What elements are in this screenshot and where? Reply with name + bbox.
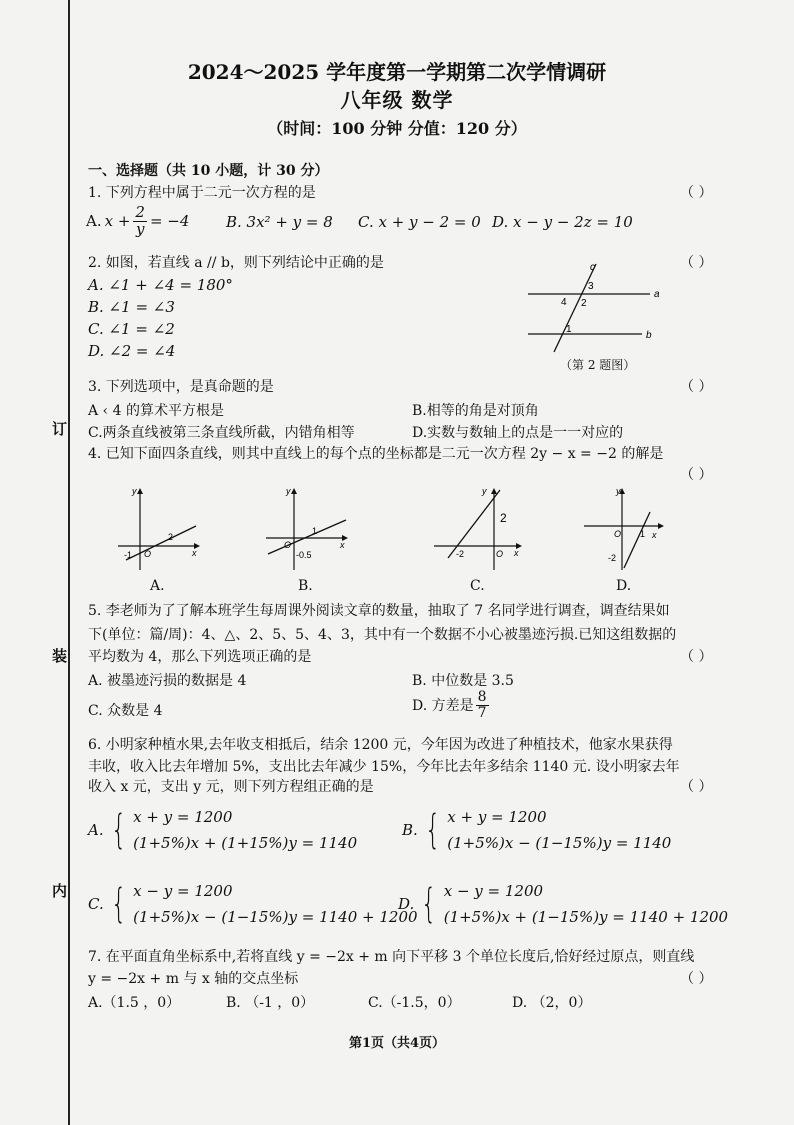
q6-b-brace: {: [424, 807, 441, 853]
q4a-tick-1: -1: [124, 550, 133, 560]
q4d-origin: O: [614, 529, 622, 539]
q6-d-label: D.: [398, 895, 415, 913]
q7-line2: y = −2x + m 与 x 轴的交点坐标: [88, 971, 299, 987]
q6-line3: 收入 x 元，支出 y 元，则下列方程组正确的是: [88, 779, 374, 795]
q5-line2: 下(单位：篇/周)：4、△、2、5、5、4、3，其中有一个数据不小心被墨迹污损.已知这组数据的: [88, 627, 677, 643]
section-heading: 一、选择题（共 10 小题，计 30 分）: [88, 163, 329, 179]
q4c-tick-1: -2: [456, 549, 465, 559]
q4c-x-label: x: [514, 548, 519, 558]
q4b-tick-1: -0.5: [296, 550, 312, 560]
exam-title: 2024～2025 学年度第一学期第二次学情调研: [187, 60, 607, 84]
q3-option-a: A ‹ 4 的算术平方根是: [88, 403, 224, 419]
q5-d-den: 7: [477, 704, 487, 721]
q6-d-eq2: (1+5%)x + (1−15%)y = 1140 + 1200: [443, 908, 729, 926]
q5-d-fraction: [476, 690, 489, 720]
q4a-x-label: x: [192, 548, 197, 558]
q6-option-d: [398, 878, 728, 930]
q2-stem: 2. 如图，若直线 a // b，则下列结论中正确的是: [88, 255, 384, 271]
q4b-tick-2: 1: [312, 526, 318, 536]
q1-option-c: C. x + y − 2 = 0: [358, 213, 481, 231]
q4a-origin: O: [144, 549, 152, 559]
q1-a-x: x +: [104, 212, 131, 231]
q4-graph-a: [116, 482, 202, 574]
q6-a-label: A.: [88, 821, 104, 839]
q6-c-brace: {: [110, 881, 127, 927]
q4a-tick-2: 2: [168, 532, 174, 542]
q1-a-fraction: [133, 205, 147, 238]
q6-c-system: [133, 878, 417, 930]
q1-a-den: y: [135, 219, 145, 238]
q1-a-num: 2: [135, 203, 145, 221]
q1-answer-paren: （ ）: [680, 185, 713, 201]
margin-char-nei: 内: [52, 882, 68, 900]
q1-stem: 1. 下列方程中属于二元一次方程的是: [88, 185, 316, 201]
q2-label-c: c: [590, 262, 595, 273]
q3-stem: 3. 下列选项中，是真命题的是: [88, 379, 274, 395]
margin-char-zhuang: 装: [52, 647, 68, 665]
q4-stem: 4. 已知下面四条直线，则其中直线上的每个点的坐标都是二元一次方程 2y − x = −2 的解是: [88, 446, 664, 462]
q4-graph-d: [582, 482, 668, 574]
q4b-origin: O: [284, 540, 292, 550]
q5-option-c: C. 众数是 4: [88, 703, 163, 719]
q2-line-c: [554, 264, 596, 352]
q6-a-system: [133, 804, 357, 856]
q7-option-b: B. （-1 ，0）: [226, 995, 315, 1011]
q6-d-brace: {: [421, 881, 437, 927]
q4d-x-label: x: [652, 530, 657, 540]
q4c-origin: O: [496, 549, 504, 559]
q5-d-label: D. 方差是: [412, 698, 474, 715]
q6-line1: 6. 小明家种植水果,去年收支相抵后，结余 1200 元，今年因为改进了种植技术，他家水果获得: [88, 737, 673, 753]
q4-option-c: C.: [470, 578, 485, 594]
q4-option-d: D.: [616, 578, 632, 594]
q4a-y-label: y: [132, 486, 137, 496]
q1-a-post: = −4: [149, 212, 190, 231]
q2-figure-caption: （第 2 题图）: [560, 358, 636, 372]
q4b-y-label: y: [286, 486, 291, 496]
q2-label-a: a: [654, 289, 660, 300]
q6-answer-paren: （ ）: [680, 779, 713, 795]
q3-option-c: C.两条直线被第三条直线所截，内错角相等: [88, 425, 355, 441]
exam-subtitle: 八年级 数学: [340, 88, 454, 112]
q6-a-brace: {: [110, 807, 126, 853]
q6-option-b: [402, 804, 671, 856]
q4-answer-paren: （ ）: [680, 467, 713, 483]
q6-c-eq2: (1+5%)x − (1−15%)y = 1140 + 1200: [133, 908, 418, 926]
q4a-y-arrow: [137, 488, 143, 494]
q7-answer-paren: （ ）: [680, 971, 713, 987]
q4d-x-arrow: [658, 523, 664, 529]
q6-option-c: [88, 878, 418, 930]
q4-option-a: A.: [150, 578, 165, 594]
q4c-y-label: y: [482, 486, 487, 496]
q6-b-label: B.: [402, 821, 418, 839]
q2-angle-1: 1: [566, 324, 572, 335]
q3-option-b: B.相等的角是对顶角: [412, 403, 539, 419]
q4c-tick-2: 2: [500, 511, 507, 525]
q6-a-eq1: x + y = 1200: [133, 808, 233, 826]
q6-b-eq1: x + y = 1200: [447, 808, 547, 826]
q1-option-b: B. 3x² + y = 8: [226, 213, 333, 231]
q6-b-system: [447, 804, 671, 856]
q1-option-d: D. x − y − 2z = 10: [492, 213, 633, 231]
q4c-graph-line: [448, 490, 500, 558]
q3-option-d: D.实数与数轴上的点是一一对应的: [412, 425, 624, 441]
q2-answer-paren: （ ）: [680, 255, 713, 271]
q7-option-c: C.（-1.5，0）: [368, 995, 461, 1011]
q2-option-d: D. ∠2 = ∠4: [88, 342, 176, 360]
q2-option-b: B. ∠1 = ∠3: [88, 298, 175, 316]
q4-option-b: B.: [298, 578, 313, 594]
q6-line2: 丰收，收入比去年增加 5%，支出比去年减少 15%，今年比去年多结余 1140 元. 设小明家去年: [88, 759, 680, 775]
q6-b-eq2: (1+5%)x − (1−15%)y = 1140: [447, 834, 672, 852]
q6-option-a: [88, 804, 357, 856]
q2-angle-2: 2: [581, 298, 587, 309]
q2-angle-4: 4: [561, 297, 567, 308]
q4d-tick-2: -2: [608, 553, 617, 563]
q2-label-b: b: [646, 330, 652, 341]
q4d-graph-line: [624, 512, 650, 568]
q2-option-c: C. ∠1 = ∠2: [88, 320, 175, 338]
q4d-tick-1: 1: [640, 529, 646, 539]
q1-option-a: [86, 205, 189, 238]
q5-answer-paren: （ ）: [680, 649, 713, 665]
q6-c-label: C.: [88, 895, 104, 913]
q4b-y-arrow: [291, 488, 297, 494]
q4d-y-label: y: [616, 486, 621, 496]
q2-angle-3: 3: [588, 281, 594, 292]
q4a-graph-line: [126, 526, 196, 560]
q4-graph-c: [432, 482, 524, 574]
q5-option-b: B. 中位数是 3.5: [412, 673, 514, 689]
page-footer: 第1页（共4页）: [348, 1036, 446, 1051]
q2-figure: [524, 258, 664, 354]
q5-line3: 平均数为 4，那么下列选项正确的是: [88, 649, 312, 665]
q5-option-d: [412, 690, 489, 720]
q5-line1: 5. 李老师为了了解本班学生每周课外阅读文章的数量，抽取了 7 名同学进行调查，调查结果如: [88, 603, 670, 619]
q4-graph-b: [264, 482, 350, 574]
q6-d-eq1: x − y = 1200: [443, 882, 544, 900]
binding-margin-line: [68, 0, 70, 1125]
q4b-graph-line: [268, 520, 346, 554]
margin-char-ding: 订: [52, 420, 68, 438]
q4b-x-label: x: [340, 540, 345, 550]
q7-line1: 7. 在平面直角坐标系中,若将直线 y = −2x + m 向下平移 3 个单位长度后,恰好经过原点，则直线: [88, 949, 695, 965]
q5-option-a: A. 被墨迹污损的数据是 4: [88, 673, 247, 689]
q6-a-eq2: (1+5%)x + (1+15%)y = 1140: [133, 834, 358, 852]
q5-d-num: 8: [477, 689, 487, 705]
q6-c-eq1: x − y = 1200: [133, 882, 233, 900]
q6-d-system: [444, 878, 728, 930]
q7-option-d: D. （2，0）: [512, 995, 592, 1011]
exam-info: （时间：100 分钟 分值：120 分）: [267, 119, 527, 138]
q2-option-a: A. ∠1 + ∠4 = 180°: [88, 276, 233, 294]
q3-answer-paren: （ ）: [680, 379, 713, 395]
q4c-y-arrow: [491, 488, 497, 494]
q7-option-a: A.（1.5 ，0）: [88, 995, 181, 1011]
q1-a-label: A.: [86, 212, 102, 231]
